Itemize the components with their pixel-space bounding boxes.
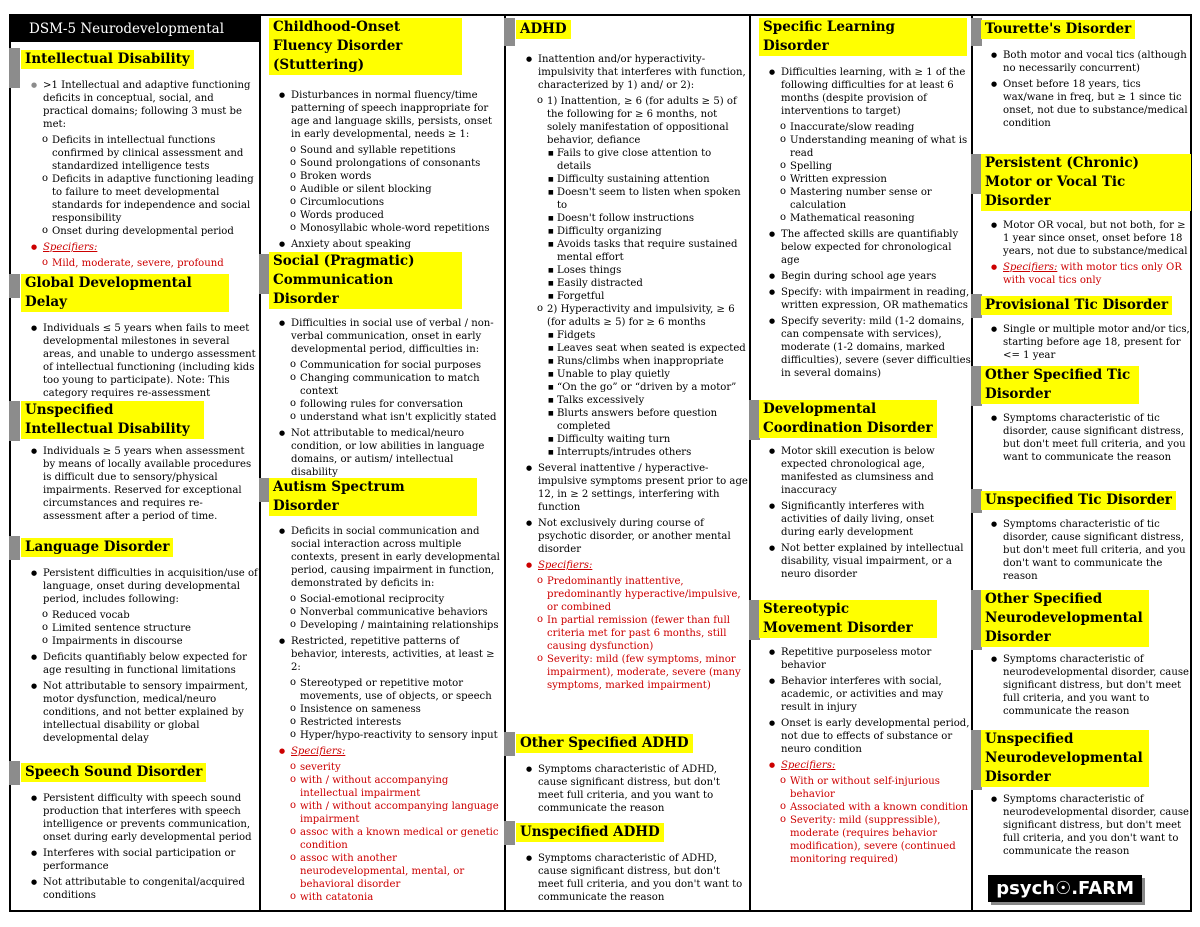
criterion: ● Significantly interferes with activities of daily living, onset during early development <box>759 500 971 539</box>
specifier: o assoc with another neurodevelopmental, mental, or behavioral disorder <box>269 852 501 891</box>
section-marker <box>9 274 20 298</box>
section-title: Provisional Tic Disorder <box>981 296 1172 315</box>
specifier: o Severity: mild (few symptoms, minor impairment), moderate, severe (many symptoms, marked impairment) <box>516 653 748 692</box>
sub-criterion: o Onset during developmental period <box>21 225 259 238</box>
criterion: ● Interferes with social participation or performance <box>21 847 259 873</box>
sub-criterion: o Social-emotional reciprocity <box>269 593 501 606</box>
criterion: ● Repetitive purposeless motor behavior <box>759 646 971 672</box>
criterion: ● Onset is early developmental period, not due to effects of substance or neuro condition <box>759 717 971 756</box>
specifier: o with catatonia <box>269 891 501 904</box>
sub-criterion: o understand what isn't explicitly stated <box>269 411 501 424</box>
section-title: Stereotypic Movement Disorder <box>759 600 937 638</box>
sub-criterion: o Changing communication to match context <box>269 372 501 398</box>
section-title: Other Specified ADHD <box>516 734 693 753</box>
specifier: o with / without accompanying intellectual impairment <box>269 774 501 800</box>
section-language <box>21 536 259 748</box>
specifier: o With or without self-injurious behavior <box>759 775 971 801</box>
sub-criterion: o Monosyllabic whole-word repetitions <box>269 222 501 235</box>
symptom: ■ Avoids tasks that require sustained mental effort <box>516 238 748 264</box>
section-unspecified-id <box>21 401 259 526</box>
section-marker <box>504 18 515 46</box>
specifiers-label: ● Specifiers: <box>516 559 748 572</box>
section-unspecified-adhd <box>516 821 748 907</box>
sub-criterion: o Sound prolongations of consonants <box>269 157 501 170</box>
section-title: ADHD <box>516 20 571 39</box>
section-title: Other Specified Tic Disorder <box>981 366 1139 404</box>
sub-criterion: o Written expression <box>759 173 971 186</box>
symptom: ■ Interrupts/intrudes others <box>516 446 748 459</box>
section-stereotypic <box>759 600 971 866</box>
specifiers-label: ● Specifiers: <box>759 759 971 772</box>
symptom: ■ Difficulty waiting turn <box>516 433 748 446</box>
column-2 <box>261 16 506 910</box>
section-other-tic <box>981 366 1191 467</box>
sub-criterion: o Words produced <box>269 209 501 222</box>
sub-criterion: o Inaccurate/slow reading <box>759 121 971 134</box>
section-title: Autism Spectrum Disorder <box>269 478 477 516</box>
sub-criterion: o Developing / maintaining relationships <box>269 619 501 632</box>
criterion: ● Symptoms characteristic of neurodevelopmental disorder, cause significant distress, but don't meet full criteria, and you want to communicate the reason <box>981 653 1191 718</box>
sub-criterion: o Understanding meaning of what is read <box>759 134 971 160</box>
sub-criterion: o Communication for social purposes <box>269 359 501 372</box>
specifier: o Mild, moderate, severe, profound <box>21 257 259 270</box>
symptom: ■ Difficulty organizing <box>516 225 748 238</box>
criterion: ● Persistent difficulty with speech sound production that interferes with speech intelligence or prevents communication, onset during early developmental period <box>21 792 259 844</box>
section-title: Developmental Coordination Disorder <box>759 400 937 438</box>
criterion: ● Symptoms characteristic of ADHD, cause significant distress, but don't meet full criteria, and you want to communicate the reason <box>516 763 748 815</box>
criterion: ● Not better explained by intellectual disability, visual impairment, or a neuro disorder <box>759 542 971 581</box>
specifier: o with / without accompanying language impairment <box>269 800 501 826</box>
section-coordination <box>759 400 971 584</box>
criterion: ● Individuals ≤ 5 years when fails to meet developmental milestones in several areas, and unable to undergo assessment of intellectual functioning (including kids too young to participate). Note: This category requires re-assessment <box>21 322 259 400</box>
criterion: ● The affected skills are quantifiably below expected for chronological age <box>759 228 971 267</box>
section-speech-sound <box>21 761 259 905</box>
sheet-title: DSM-5 Neurodevelopmental <box>11 16 259 42</box>
symptom: ■ Easily distracted <box>516 277 748 290</box>
sub-criterion: o 1) Inattention, ≥ 6 (for adults ≥ 5) of the following for ≥ 6 months, not solely manifestation of oppositional behavior, defiance <box>516 95 748 147</box>
criterion: ● Inattention and/or hyperactivity-impulsivity that interferes with function, characterized by 1) and/ or 2): <box>516 53 748 92</box>
criterion: ● Symptoms characteristic of ADHD, cause significant distress, but don't meet full criteria, and you don't want to communicate the reason <box>516 852 748 904</box>
specifiers-label: ● Specifiers: <box>269 745 501 758</box>
specifiers-label: ● Specifiers: <box>21 241 259 254</box>
section-title: Speech Sound Disorder <box>21 763 206 782</box>
symptom: ■ Doesn't follow instructions <box>516 212 748 225</box>
symptom: ■ Leaves seat when seated is expected <box>516 342 748 355</box>
specifier: o In partial remission (fewer than full criteria met for past 6 months, still causing dysfunction) <box>516 614 748 653</box>
symptom: ■ Unable to play quietly <box>516 368 748 381</box>
symptom: ■ “On the go” or “driven by a motor” <box>516 381 748 394</box>
section-marker <box>9 536 20 560</box>
section-title: Other Specified Neurodevelopmental Disorder <box>981 590 1149 647</box>
section-title: Unspecified Intellectual Disability <box>21 401 204 439</box>
section-title: Childhood-Onset Fluency Disorder (Stuttering) <box>269 18 462 75</box>
section-specific-learning <box>759 18 971 383</box>
section-title: Global Developmental Delay <box>21 274 229 312</box>
section-title: Persistent (Chronic) Motor or Vocal Tic Disorder <box>981 154 1191 211</box>
criterion: ● Symptoms characteristic of neurodevelopmental disorder, cause significant distress, but don't meet full criteria, and you don't want to communicate the reason <box>981 793 1191 858</box>
symptom: ■ Blurts answers before question completed <box>516 407 748 433</box>
sub-criterion: o 2) Hyperactivity and impulsivity, ≥ 6 (for adults ≥ 5) for ≥ 6 months <box>516 303 748 329</box>
section-unspecified-tic <box>981 489 1191 586</box>
section-marker <box>9 401 20 441</box>
column-3 <box>506 16 751 910</box>
section-title: Unspecified Tic Disorder <box>981 491 1176 510</box>
sub-criterion: o Stereotyped or repetitive motor movements, use of objects, or speech <box>269 677 501 703</box>
criterion: ● Restricted, repetitive patterns of behavior, interests, activities, at least ≥ 2: <box>269 635 501 674</box>
section-other-adhd <box>516 732 748 818</box>
specifier: o severity <box>269 761 501 774</box>
sub-criterion: o Spelling <box>759 160 971 173</box>
section-tourette <box>981 18 1191 133</box>
section-title: Social (Pragmatic) Communication Disorder <box>269 252 462 309</box>
criterion: ● Persistent difficulties in acquisition/use of language, onset during developmental period, includes following: <box>21 567 259 606</box>
sub-criterion: o following rules for conversation <box>269 398 501 411</box>
criterion: ● Individuals ≥ 5 years when assessment by means of locally available procedures is difficult due to sensory/physical impairments. Reserved for exceptional circumstances and requires re-assessment after a period of time. <box>21 445 259 523</box>
section-provisional-tic <box>981 294 1191 365</box>
section-persistent-tic <box>981 154 1191 290</box>
sub-criterion: o Deficits in adaptive functioning leading to failure to meet developmental standards for independence and social responsibility <box>21 173 259 225</box>
symptom: ■ Loses things <box>516 264 748 277</box>
criterion: ● Not attributable to sensory impairment, motor dysfunction, medical/neuro conditions, and not better explained by intellectual disability or global developmental delay <box>21 680 259 745</box>
criterion: ● Symptoms characteristic of tic disorder, cause significant distress, but don't meet full criteria, and you don't want to communicate the reason <box>981 518 1191 583</box>
symptom: ■ Runs/climbs when inappropriate <box>516 355 748 368</box>
section-title: Specific Learning Disorder <box>759 18 967 56</box>
criterion: ● Motor OR vocal, but not both, for ≥ 1 year since onset, onset before 18 years, not due to substance/medical <box>981 219 1191 258</box>
section-other-neurodevelopmental <box>981 590 1191 721</box>
section-title: Unspecified ADHD <box>516 823 664 842</box>
criterion: ● Not attributable to medical/neuro condition, or low abilities in language domains, or autism/ intellectual disability <box>269 427 501 479</box>
section-marker <box>9 48 20 88</box>
section-unspecified-neurodevelopmental <box>981 730 1191 861</box>
section-adhd <box>516 18 748 692</box>
section-marker <box>9 761 20 785</box>
specifier: o assoc with a known medical or genetic condition <box>269 826 501 852</box>
section-title: Unspecified Neurodevelopmental Disorder <box>981 730 1149 787</box>
specifier: o Associated with a known condition <box>759 801 971 814</box>
criterion: ● Specify severity: mild (1-2 domains, can compensate with services), moderate (1-2 domains, marked difficulties), severe (sever difficulties in several domains) <box>759 315 971 380</box>
criterion: ● Not attributable to congenital/acquired conditions <box>21 876 259 902</box>
sub-criterion: o Limited sentence structure <box>21 622 259 635</box>
criterion: ● Begin during school age years <box>759 270 971 283</box>
specifier: o Predominantly inattentive, predominantly hyperactive/impulsive, or combined <box>516 575 748 614</box>
section-title: Intellectual Disability <box>21 50 194 69</box>
symptom: ■ Doesn't seem to listen when spoken to <box>516 186 748 212</box>
criterion: ● Specify: with impairment in reading, written expression, OR mathematics <box>759 286 971 312</box>
sub-criterion: o Circumlocutions <box>269 196 501 209</box>
psych-farm-logo: psych☉.FARM <box>988 875 1142 902</box>
symptom: ■ Difficulty sustaining attention <box>516 173 748 186</box>
criterion: ● Deficits quantifiably below expected for age resulting in functional limitations <box>21 651 259 677</box>
criterion: ● Symptoms characteristic of tic disorder, cause significant distress, but don't meet full criteria, and you want to communicate the reason <box>981 412 1191 464</box>
section-autism <box>269 478 501 904</box>
criterion: ● Single or multiple motor and/or tics, starting before age 18, present for <= 1 year <box>981 323 1191 362</box>
section-fluency <box>269 18 501 254</box>
sub-criterion: o Mathematical reasoning <box>759 212 971 225</box>
criterion: ● Difficulties learning, with ≥ 1 of the following difficulties for at least 6 months (despite provision of interventions to target) <box>759 66 971 118</box>
column-1 <box>11 16 261 910</box>
sub-criterion: o Insistence on sameness <box>269 703 501 716</box>
criterion: ● Behavior interferes with social, academic, or activities and may result in injury <box>759 675 971 714</box>
section-title: Language Disorder <box>21 538 173 557</box>
sub-criterion: o Reduced vocab <box>21 609 259 622</box>
criterion: ● Onset before 18 years, tics wax/wane in freq, but ≥ 1 since tic onset, not due to substance/medical condition <box>981 78 1191 130</box>
criterion: ● Motor skill execution is below expected chronological age, manifested as clumsiness and inaccuracy <box>759 445 971 497</box>
criterion: ● Difficulties in social use of verbal / non-verbal communication, onset in early developmental period, difficulties in: <box>269 317 501 356</box>
cheat-sheet <box>9 14 1192 912</box>
sub-criterion: o Audible or silent blocking <box>269 183 501 196</box>
criterion: ● Deficits in social communication and social interaction across multiple contexts, present in early developmental period, causing impairment in function, demonstrated by deficits in: <box>269 525 501 590</box>
section-marker <box>504 821 515 845</box>
column-5 <box>973 16 1190 910</box>
criterion: ● Both motor and vocal tics (although no necessarily concurrent) <box>981 49 1191 75</box>
sub-criterion: o Restricted interests <box>269 716 501 729</box>
section-marker <box>504 732 515 756</box>
sub-criterion: o Sound and syllable repetitions <box>269 144 501 157</box>
criterion: ● Not exclusively during course of psychotic disorder, or another mental disorder <box>516 517 748 556</box>
criterion: ● Several inattentive / hyperactive-impulsive symptoms present prior to age 12, in ≥ 2 settings, interfering with function <box>516 462 748 514</box>
sub-criterion: o Impairments in discourse <box>21 635 259 648</box>
criterion: ● Disturbances in normal fluency/time patterning of speech inappropriate for age and language skills, persists, onset in early developmental, needs ≥ 1: <box>269 89 501 141</box>
symptom: ■ Forgetful <box>516 290 748 303</box>
section-social-communication <box>269 252 501 482</box>
specifier: o Severity: mild (suppressible), moderate (requires behavior modification), severe (continued monitoring required) <box>759 814 971 866</box>
sub-criterion: o Nonverbal communicative behaviors <box>269 606 501 619</box>
section-title: Tourette's Disorder <box>981 20 1135 39</box>
sub-criterion: o Broken words <box>269 170 501 183</box>
symptom: ■ Fidgets <box>516 329 748 342</box>
criterion: ● Anxiety about speaking <box>269 238 501 251</box>
section-global-delay <box>21 274 259 403</box>
section-intellectual-disability <box>21 48 259 270</box>
symptom: ■ Talks excessively <box>516 394 748 407</box>
symptom: ■ Fails to give close attention to details <box>516 147 748 173</box>
column-4 <box>751 16 973 910</box>
specifier: ● Specifiers: with motor tics only OR with vocal tics only <box>981 261 1191 287</box>
criterion: ● >1 Intellectual and adaptive functioning deficits in conceptual, social, and practical domains; following 3 must be met: <box>21 79 259 131</box>
sub-criterion: o Mastering number sense or calculation <box>759 186 971 212</box>
sub-criterion: o Deficits in intellectual functions confirmed by clinical assessment and standardized intelligence tests <box>21 134 259 173</box>
sub-criterion: o Hyper/hypo-reactivity to sensory input <box>269 729 501 742</box>
